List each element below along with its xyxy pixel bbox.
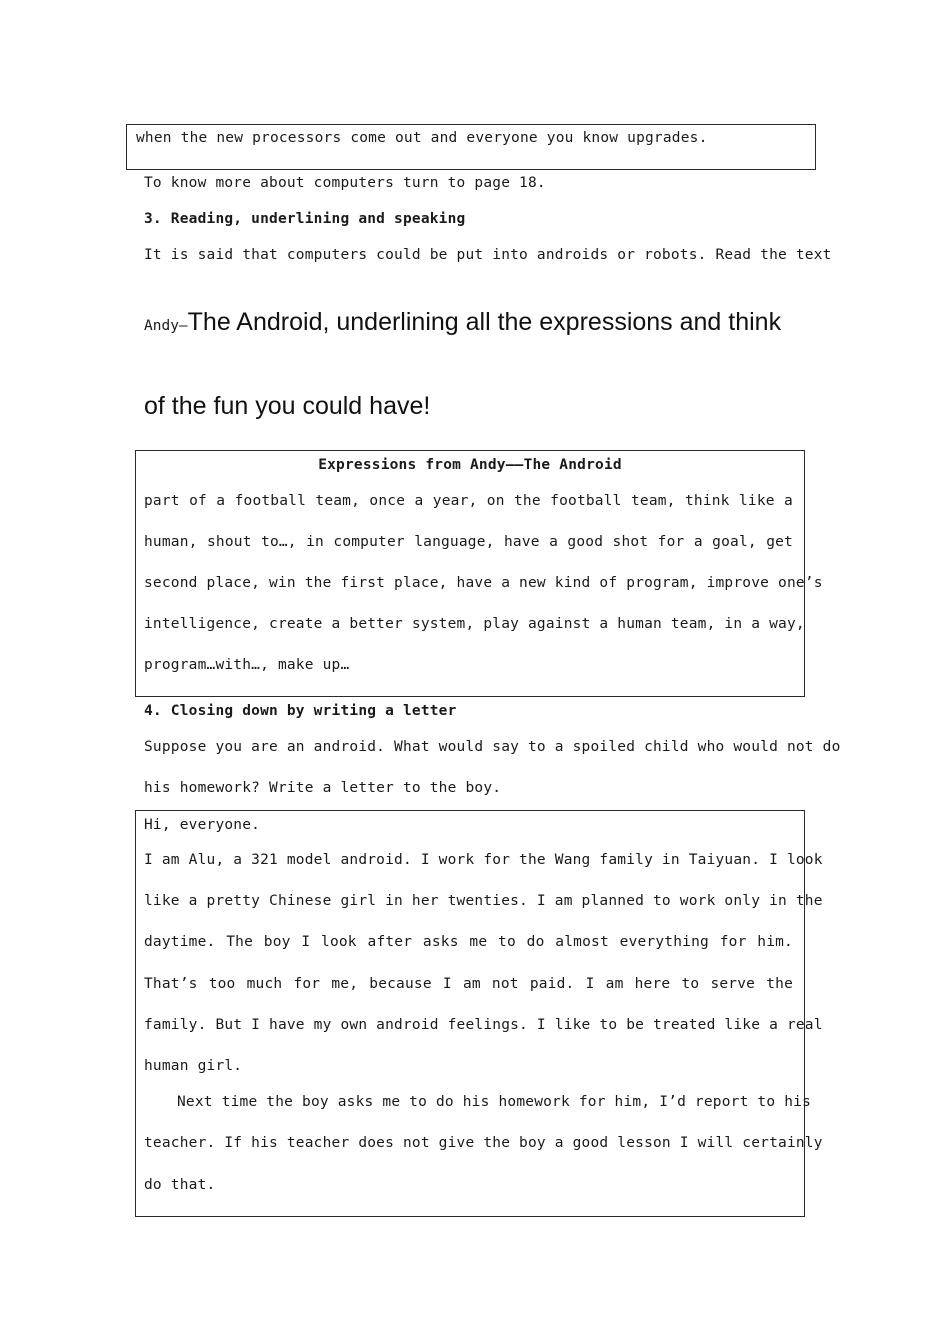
large-text-1: The Android, underlining all the expressions and think: [187, 308, 782, 336]
intro-line: To know more about computers turn to page 18.: [144, 175, 546, 191]
letter-line-6: human girl.: [144, 1058, 243, 1074]
letter-line-5: family. But I have my own android feelings. I like to be treated like a real: [144, 1017, 823, 1033]
expressions-title: Expressions from Andy——The Android: [318, 457, 622, 473]
top-box-line: when the new processors come out and everyone you know upgrades.: [136, 130, 708, 146]
expressions-line-3: second place, win the first place, have a new kind of program, improve one’s: [144, 575, 823, 591]
letter-line-2: like a pretty Chinese girl in her twenties. I am planned to work only in the: [144, 893, 823, 909]
expressions-line-4: intelligence, create a better system, play against a human team, in a way,: [144, 616, 805, 632]
section-3-paragraph-line-1: It is said that computers could be put into androids or robots. Read the text: [144, 247, 832, 263]
letter-line-9: do that.: [144, 1177, 216, 1193]
section-4-paragraph-line-2: his homework? Write a letter to the boy.: [144, 780, 502, 796]
letter-line-8: teacher. If his teacher does not give the boy a good lesson I will certainly: [144, 1135, 823, 1151]
andy-prefix: Andy—: [144, 318, 188, 334]
letter-line-3: daytime. The boy I look after asks me to do almost everything for him.: [144, 934, 793, 950]
letter-box: [135, 810, 823, 1217]
expressions-line-5: program…with…, make up…: [144, 657, 350, 673]
letter-line-4: That’s too much for me, because I am not paid. I am here to serve the: [144, 976, 793, 992]
section-4-paragraph-line-1: Suppose you are an android. What would say to a spoiled child who would not do: [144, 739, 841, 755]
expressions-line-2: human, shout to…, in computer language, have a good shot for a goal, get: [144, 534, 793, 550]
section-3-heading: 3. Reading, underlining and speaking: [144, 211, 466, 227]
section-3-large-line-1: [144, 308, 804, 337]
section-3-large-line-2: of the fun you could have!: [144, 392, 431, 420]
expressions-line-1: part of a football team, once a year, on the football team, think like a: [144, 493, 793, 509]
letter-line-7: Next time the boy asks me to do his homework for him, I’d report to his: [177, 1094, 812, 1110]
letter-line-1: I am Alu, a 321 model android. I work for the Wang family in Taiyuan. I look: [144, 852, 823, 868]
letter-greeting: Hi, everyone.: [144, 817, 261, 833]
section-4-heading: 4. Closing down by writing a letter: [144, 703, 457, 719]
